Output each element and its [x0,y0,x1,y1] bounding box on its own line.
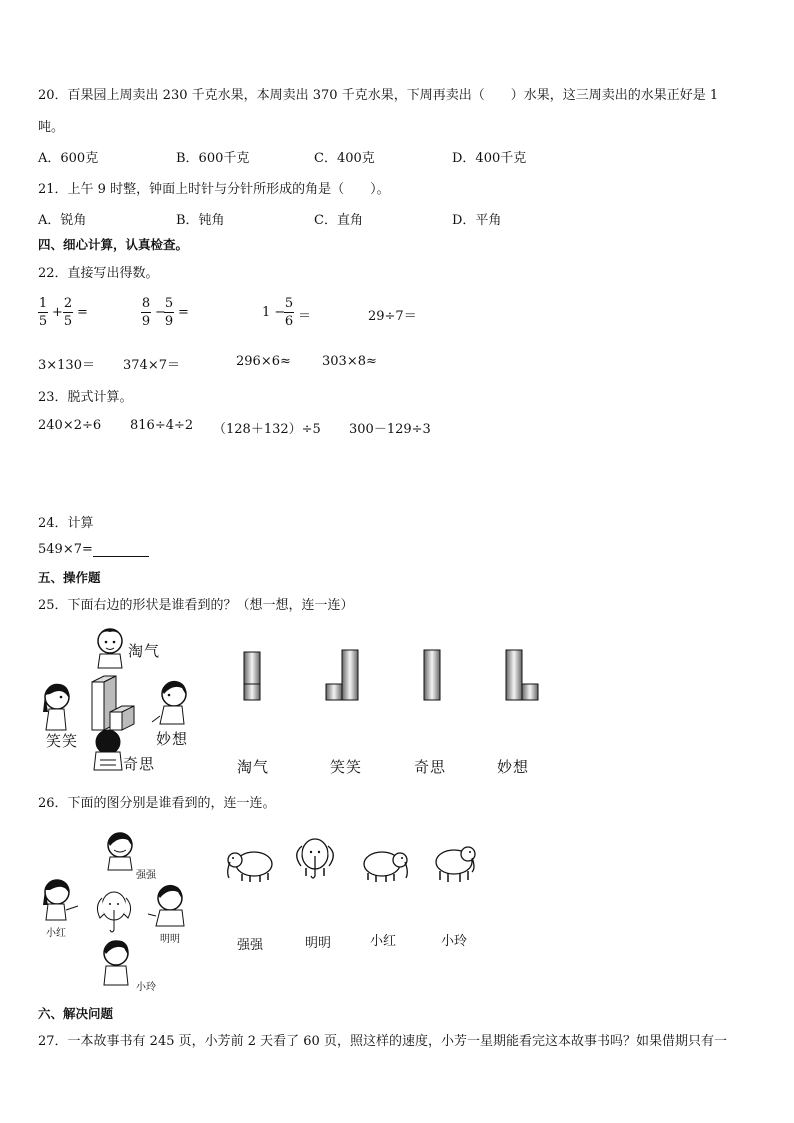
denominator: 5 [63,314,73,329]
operator: − [155,305,166,320]
q26-name-option[interactable]: 小红 [370,934,397,949]
q23-expr: 816÷4÷2 [130,418,194,433]
q21-stem: 21．上午 9 时整，钟面上时针与分针所形成的角是（ ）。 [38,182,390,197]
q26-title: 26．下面的图分别是谁看到的，连一连。 [38,796,276,811]
section5-heading: 五、操作题 [38,570,101,585]
q26-name-option[interactable]: 明明 [305,936,332,951]
scene-label-taoqi: 淘气 [128,642,161,660]
child-xiaoling-icon [104,940,128,985]
q23-title: 23．脱式计算。 [38,390,133,405]
elephant-center-icon [97,892,130,932]
q24-title: 24．计算 [38,516,94,531]
section4-heading: 四、细心计算，认真检查。 [38,237,189,252]
q23-expr: 300－129÷3 [349,422,431,437]
q22-row2-item: 303×8≈ [322,354,377,369]
scene-label-mingming: 明明 [160,934,180,945]
q23-expr: 240×2÷6 [38,418,102,433]
q20-option-d: D．400千克 [452,151,527,166]
scene-label-qisi: 奇思 [123,755,156,773]
q25-title: 25．下面右边的形状是谁看到的？（想一想，连一连） [38,598,354,613]
minuend: 1 − [262,305,286,320]
q26-name-option[interactable]: 强强 [237,938,264,953]
q25-name-option[interactable]: 奇思 [414,758,447,776]
q21-option-c: C．直角 [314,213,363,228]
denominator: 9 [164,314,174,329]
numerator: 2 [63,296,73,311]
q20-option-c: C．400克 [314,151,375,166]
denominator: 6 [284,314,294,329]
equals-sign: = [77,305,88,320]
elephant-view-3 [364,852,407,882]
q20-stem-line2: 吨。 [38,120,65,135]
q24-expr: 549×7= [38,542,93,557]
scene-label-xiaohong: 小红 [46,928,66,939]
q22-title: 22．直接写出得数。 [38,266,159,281]
q21-option-d: D．平角 [452,213,502,228]
scene-label-miaoxiang: 妙想 [156,730,189,748]
q25-name-option[interactable]: 淘气 [237,758,270,776]
elephant-view-1 [228,852,272,882]
denominator: 9 [141,314,151,329]
child-mingming-icon [148,885,184,926]
q21-option-b: B．钝角 [176,213,225,228]
operator: + [52,305,63,320]
denominator: 5 [38,314,48,329]
equals-sign: ＝ [298,309,312,324]
elephant-view-2 [297,839,334,878]
child-qiangqiang-icon [108,833,132,870]
q27-stem-line1: 27．一本故事书有 245 页，小芳前 2 天看了 60 页，照这样的速度，小芳一星期能看完这本故事书吗？如果借期只有一 [38,1034,727,1049]
q22-expr-4: 29÷7＝ [368,309,417,324]
q20-option-b: B．600千克 [176,151,250,166]
q22-row2-item: 296×6≈ [236,354,291,369]
q21-option-a: A．锐角 [38,213,87,228]
child-xiaohong-icon [43,880,78,920]
numerator: 1 [38,296,48,311]
q25-name-option[interactable]: 笑笑 [330,758,363,776]
numerator: 5 [164,296,174,311]
numerator: 5 [284,296,294,311]
section6-heading: 六、解决问题 [38,1006,114,1021]
q25-name-option[interactable]: 妙想 [497,758,530,776]
q23-expr: （128＋132）÷5 [213,422,321,437]
q20-option-a: A．600克 [38,151,99,166]
scene-label-qiangqiang: 强强 [136,870,156,881]
scene-label-xiaoling: 小玲 [136,982,156,993]
q22-row2-item: 3×130＝ [38,358,95,373]
q20-stem-line1: 20．百果园上周卖出 230 千克水果，本周卖出 370 千克水果，下周再卖出（ ）水果，这三周卖出的水果正好是 1 [38,88,719,103]
q22-row2-item: 374×7＝ [123,358,180,373]
equals-sign: = [178,305,189,320]
scene-label-xiaoxiao: 笑笑 [46,732,79,750]
q26-name-option[interactable]: 小玲 [441,934,468,949]
elephant-view-4 [436,847,475,882]
numerator: 8 [141,296,151,311]
